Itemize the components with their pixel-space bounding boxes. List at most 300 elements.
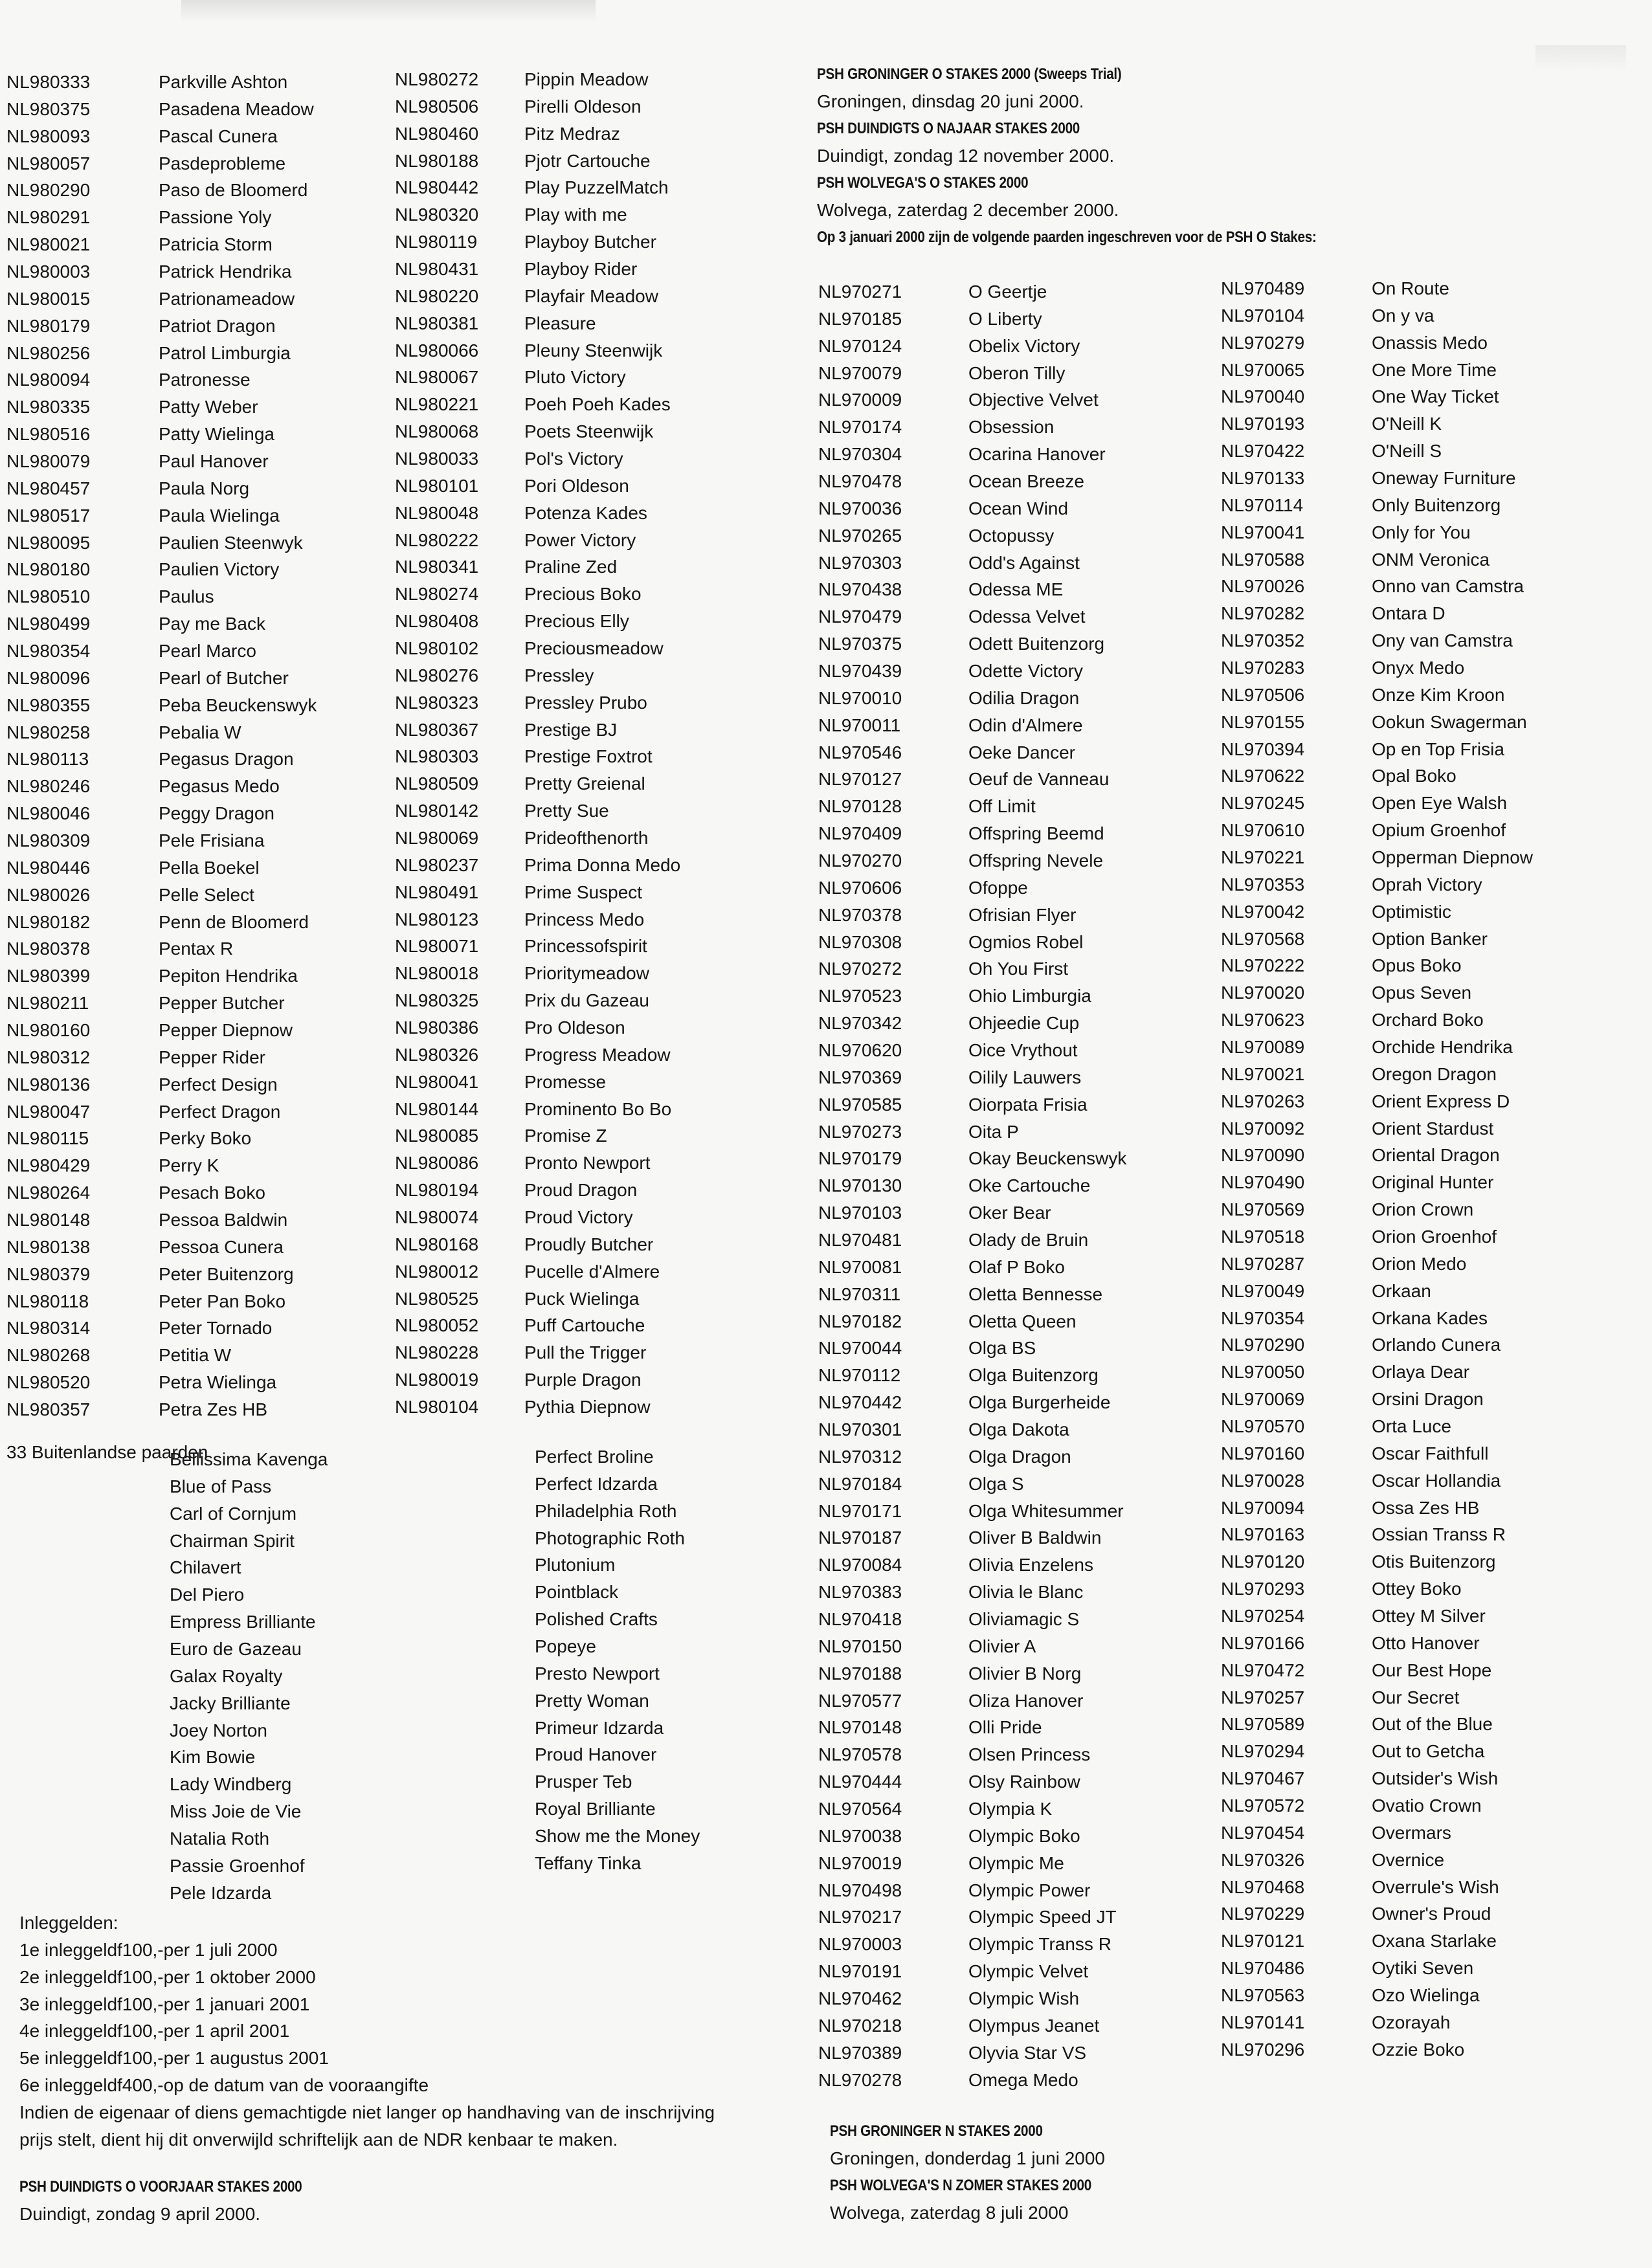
entry-row: [395, 825, 680, 852]
entry-row: [1221, 465, 1533, 492]
registration-number: NL980516: [6, 424, 91, 445]
horse-name: Pluto Victory: [524, 367, 626, 388]
horse-name: Pronto Newport: [524, 1153, 651, 1173]
horse-name: Out to Getcha: [1372, 1741, 1485, 1762]
entry-row: [6, 1342, 317, 1369]
entry-row: [818, 1416, 1126, 1443]
entry-row: [818, 1443, 1126, 1471]
entry-row: [395, 1258, 680, 1285]
horse-name: Open Eye Walsh: [1372, 793, 1508, 814]
entry-row: [818, 658, 1126, 685]
foreign-horse-name: Presto Newport: [535, 1663, 660, 1684]
entry-row: [6, 583, 317, 610]
horse-name: Odilia Dragon: [968, 687, 1080, 708]
foreign-horse-name: Plutonium: [535, 1555, 616, 1575]
foreign-horse-name: Chairman Spirit: [170, 1530, 295, 1551]
horse-name: Prominento Bo Bo: [524, 1098, 672, 1119]
entry-row: [1221, 492, 1533, 519]
foreign-horse-name: Carl of Cornjum: [170, 1503, 297, 1524]
inleggeld-line: 4e inleggeldf100,-per 1 april 2001: [19, 2021, 290, 2041]
horse-name: Patricia Storm: [159, 234, 273, 255]
registration-number: NL970271: [818, 281, 902, 302]
horse-name: Pippin Meadow: [524, 69, 649, 89]
horse-name: Olga Dakota: [968, 1419, 1069, 1440]
registration-number: NL980442: [395, 177, 479, 198]
registration-number: NL980335: [6, 397, 91, 417]
entry-row: [1221, 1603, 1533, 1630]
registration-number: NL970479: [818, 606, 902, 627]
registration-number: NL980323: [395, 692, 479, 713]
registration-number: NL980179: [6, 315, 91, 336]
registration-number: NL970010: [818, 687, 902, 708]
entry-row: [818, 983, 1126, 1010]
registration-number: NL980118: [6, 1291, 89, 1311]
registration-number: NL970036: [818, 498, 902, 518]
registration-number: NL970026: [1221, 576, 1305, 597]
entry-row: [6, 1044, 317, 1071]
registration-number: NL970094: [1221, 1497, 1305, 1518]
foreign-horse-name: Joey Norton: [170, 1720, 267, 1740]
entry-row: [395, 1204, 680, 1231]
registration-number: NL980309: [6, 830, 91, 850]
registration-number: NL970606: [818, 877, 902, 898]
entry-row: [395, 987, 680, 1014]
registration-number: NL970394: [1221, 739, 1305, 759]
registration-number: NL980069: [395, 827, 479, 848]
registration-number: NL970133: [1221, 467, 1305, 488]
entry-row: [1221, 627, 1533, 654]
horse-name: Olsy Rainbow: [968, 1772, 1080, 1792]
horse-name: Pepper Butcher: [159, 993, 285, 1014]
entry-row: [1221, 1223, 1533, 1251]
registration-number: NL980046: [6, 803, 91, 824]
registration-number: NL980015: [6, 288, 91, 309]
horse-name: Patty Wielinga: [159, 424, 274, 445]
horse-name: Ohio Limburgia: [968, 986, 1091, 1006]
entries-column-2: [395, 66, 680, 1421]
horse-name: Oscar Hollandia: [1372, 1470, 1501, 1491]
horse-name: Overnice: [1372, 1849, 1445, 1870]
entry-row: [6, 1369, 317, 1396]
entry-row: [818, 1362, 1126, 1389]
horse-name: Petitia W: [159, 1345, 232, 1366]
entry-row: [1221, 1575, 1533, 1603]
registration-number: NL970163: [1221, 1524, 1305, 1545]
entry-row: [818, 468, 1126, 495]
entry-row: [6, 909, 317, 936]
entry-row: [1221, 871, 1533, 898]
entry-row: [6, 421, 317, 448]
registration-number: NL980381: [395, 313, 479, 333]
registration-number: NL970104: [1221, 305, 1305, 326]
entry-row: [6, 854, 317, 882]
horse-name: Patty Weber: [159, 397, 258, 417]
entry-row: [1221, 546, 1533, 573]
entry-row: [395, 1096, 680, 1123]
horse-name: Pasdeprobleme: [159, 153, 286, 173]
horse-name: Ovatio Crown: [1372, 1796, 1482, 1816]
horse-name: Odessa Velvet: [968, 606, 1086, 627]
entry-row: [395, 228, 680, 256]
horse-name: Parkville Ashton: [159, 71, 288, 92]
foreign-horse-name: Show me the Money: [535, 1826, 700, 1847]
duindigt-voorjaar-block: [19, 2174, 348, 2228]
registration-number: NL980506: [395, 96, 479, 117]
entry-row: [1221, 1819, 1533, 1847]
horse-name: Odessa ME: [968, 579, 1064, 600]
horse-name: Patriot Dragon: [159, 315, 276, 336]
entry-row: [1221, 1088, 1533, 1115]
registration-number: NL980142: [395, 801, 479, 821]
race-date: Duindigt, zondag 9 april 2000.: [19, 2204, 261, 2224]
registration-number: NL980018: [395, 963, 479, 984]
entry-row: [818, 1741, 1126, 1768]
registration-number: NL970283: [1221, 657, 1305, 678]
registration-number: NL970166: [1221, 1632, 1305, 1653]
horse-name: Passione Yoly: [159, 207, 272, 228]
registration-number: NL970279: [1221, 332, 1305, 353]
registration-number: NL970312: [818, 1446, 902, 1467]
registration-number: NL970112: [818, 1365, 901, 1386]
entry-row: [395, 201, 680, 228]
registration-number: NL970570: [1221, 1416, 1305, 1437]
horse-name: Otis Buitenzorg: [1372, 1551, 1496, 1572]
horse-name: Ontara D: [1372, 603, 1446, 624]
horse-name: Precious Elly: [524, 611, 629, 632]
horse-name: Petra Wielinga: [159, 1372, 277, 1393]
horse-name: Orlando Cunera: [1372, 1335, 1501, 1355]
entry-row: [395, 1177, 680, 1204]
horse-name: Omega Medo: [968, 2069, 1078, 2090]
entry-row: [1221, 1061, 1533, 1088]
horse-name: Oice Vrythout: [968, 1040, 1078, 1060]
entry-row: [6, 773, 317, 800]
entry-row: [1221, 383, 1533, 410]
entry-row: [1221, 1196, 1533, 1223]
horse-name: Pesach Boko: [159, 1183, 265, 1203]
entry-row: [395, 879, 680, 906]
horse-name: Olympic Me: [968, 1852, 1064, 1873]
horse-name: Olivier A: [968, 1636, 1036, 1656]
foreign-horse-name: Popeye: [535, 1636, 596, 1657]
horse-name: One More Time: [1372, 359, 1497, 380]
registration-number: NL970294: [1221, 1741, 1305, 1762]
registration-number: NL970065: [1221, 359, 1305, 380]
entry-row: [6, 665, 317, 692]
registration-number: NL980021: [6, 234, 91, 255]
entry-row: [6, 1017, 317, 1044]
entry-row: [1221, 1711, 1533, 1739]
entry-row: [1221, 1034, 1533, 1061]
entry-row: [395, 283, 680, 310]
horse-name: Octopussy: [968, 525, 1055, 546]
registration-number: NL970278: [818, 2069, 902, 2090]
inleggelden-block: [19, 1909, 715, 2153]
horse-name: Precious Boko: [524, 584, 642, 605]
horse-name: Oprah Victory: [1372, 874, 1482, 895]
registration-number: NL970021: [1221, 1063, 1305, 1084]
registration-number: NL980138: [6, 1236, 91, 1257]
entry-row: [818, 793, 1126, 820]
horse-name: Owner's Proud: [1372, 1904, 1491, 1924]
foreign-horse-name: Passie Groenhof: [170, 1855, 305, 1876]
registration-number: NL970546: [818, 742, 902, 762]
entry-row: [6, 827, 317, 854]
horse-name: Outsider's Wish: [1372, 1768, 1499, 1789]
registration-number: NL970160: [1221, 1443, 1305, 1463]
registration-number: NL970352: [1221, 630, 1305, 651]
entry-row: [395, 1285, 680, 1313]
registration-number: NL970490: [1221, 1172, 1305, 1193]
horse-name: Olsen Princess: [968, 1744, 1091, 1765]
foreign-list-1: [170, 1446, 328, 1907]
registration-number: NL980517: [6, 505, 91, 526]
horse-name: Prioritymeadow: [524, 963, 649, 984]
entry-row: [395, 553, 680, 581]
entry-row: [6, 231, 317, 258]
entry-row: [818, 766, 1126, 793]
registration-number: NL970301: [818, 1419, 902, 1440]
registration-number: NL980290: [6, 180, 91, 201]
entry-row: [6, 1098, 317, 1126]
registration-number: NL970293: [1221, 1579, 1305, 1599]
entry-row: [395, 364, 680, 391]
horse-name: Pretty Sue: [524, 801, 609, 821]
entry-row: [395, 797, 680, 825]
registration-number: NL970311: [818, 1284, 901, 1304]
registration-number: NL970187: [818, 1528, 902, 1548]
foreign-horse-name: Del Piero: [170, 1584, 245, 1605]
registration-number: NL970489: [1221, 278, 1305, 298]
horse-name: Pentax R: [159, 939, 234, 959]
registration-number: NL980303: [395, 746, 479, 767]
horse-name: Ofrisian Flyer: [968, 904, 1077, 925]
entry-row: [395, 337, 680, 364]
horse-name: Pepper Diepnow: [159, 1020, 293, 1040]
registration-number: NL980399: [6, 966, 91, 986]
entry-row: [818, 1985, 1126, 2012]
registration-number: NL970572: [1221, 1796, 1305, 1816]
horse-name: Oregon Dragon: [1372, 1063, 1497, 1084]
entry-row: [1221, 736, 1533, 763]
horse-name: Paulus: [159, 586, 214, 607]
registration-number: NL980274: [395, 584, 479, 605]
entry-row: [818, 1660, 1126, 1687]
entry-row: [818, 902, 1126, 929]
registration-number: NL980048: [395, 502, 479, 523]
entry-row: [1221, 1928, 1533, 1955]
horse-name: One Way Ticket: [1372, 386, 1499, 407]
registration-number: NL980378: [6, 939, 91, 959]
entry-row: [818, 630, 1126, 658]
horse-name: Play PuzzelMatch: [524, 177, 669, 198]
registration-number: NL970041: [1221, 522, 1305, 542]
entry-row: [6, 340, 317, 367]
registration-number: NL970270: [818, 850, 902, 871]
registration-number: NL970272: [818, 959, 902, 979]
entry-row: [818, 1064, 1126, 1091]
race-date: Wolvega, zaterdag 2 december 2000.: [817, 200, 1119, 220]
horse-name: Oxana Starlake: [1372, 1931, 1497, 1951]
entry-row: [818, 1118, 1126, 1146]
entry-row: [6, 692, 317, 719]
horse-name: Playfair Meadow: [524, 285, 658, 306]
horse-name: Pessoa Baldwin: [159, 1210, 288, 1230]
registration-number: NL970472: [1221, 1660, 1305, 1680]
horse-name: Oita P: [968, 1121, 1019, 1142]
horse-name: Olympic Speed JT: [968, 1907, 1117, 1928]
inleggeld-line: 3e inleggeldf100,-per 1 januari 2001: [19, 1994, 310, 2014]
entry-row: [818, 333, 1126, 360]
entry-row: [1221, 1630, 1533, 1657]
registration-number: NL980182: [6, 911, 91, 932]
entry-row: [395, 933, 680, 961]
inleggeld-note: Indien de eigenaar of diens gemachtigde niet langer op handhaving van de inschrijving: [19, 2102, 715, 2123]
foreign-horse-name: Galax Royalty: [170, 1665, 283, 1686]
registration-number: NL980067: [395, 367, 479, 388]
race-title: PSH DUINDIGTS O VOORJAAR STAKES 2000: [19, 2178, 302, 2196]
registration-number: NL970188: [818, 1663, 902, 1684]
horse-name: Proud Victory: [524, 1207, 633, 1228]
horse-name: Paulien Victory: [159, 559, 280, 580]
registration-number: NL970290: [1221, 1335, 1305, 1355]
entry-row: [6, 366, 317, 394]
horse-name: Orion Groenhof: [1372, 1227, 1497, 1247]
registration-number: NL970130: [818, 1175, 902, 1196]
horse-name: Preciousmeadow: [524, 638, 664, 658]
horse-name: Olivier B Norg: [968, 1663, 1082, 1684]
entry-row: [1221, 329, 1533, 357]
registration-number: NL970589: [1221, 1714, 1305, 1735]
entry-row: [818, 1687, 1126, 1715]
entries-column-3: [818, 278, 1126, 2094]
entry-row: [1221, 1278, 1533, 1305]
registration-number: NL970084: [818, 1555, 902, 1575]
horse-name: Pepper Rider: [159, 1047, 265, 1067]
registration-number: NL970375: [818, 634, 902, 654]
horse-name: Peggy Dragon: [159, 803, 275, 824]
entry-row: [395, 581, 680, 608]
registration-number: NL980221: [395, 394, 479, 415]
registration-number: NL970182: [818, 1311, 902, 1331]
horse-name: Pol's Victory: [524, 448, 623, 469]
horse-name: Penn de Bloomerd: [159, 911, 309, 932]
entry-row: [1221, 926, 1533, 953]
entry-row: [6, 800, 317, 827]
horse-name: Pascal Cunera: [159, 126, 278, 146]
entry-row: [6, 502, 317, 529]
registration-number: NL980079: [6, 450, 91, 471]
horse-name: Pull the Trigger: [524, 1342, 647, 1363]
horse-name: Opus Seven: [1372, 983, 1472, 1003]
registration-number: NL970308: [818, 931, 902, 952]
entry-row: [1221, 1332, 1533, 1359]
registration-number: NL980052: [395, 1315, 479, 1336]
registration-number: NL980520: [6, 1372, 91, 1393]
entry-row: [6, 610, 317, 638]
horse-name: Our Best Hope: [1372, 1660, 1492, 1680]
entries-column-1: [6, 69, 317, 1423]
entry-row: [6, 1206, 317, 1234]
registration-number: NL970184: [818, 1473, 902, 1494]
entry-row: [818, 955, 1126, 983]
registration-number: NL980019: [395, 1370, 479, 1390]
entry-row: [818, 1715, 1126, 1742]
registration-number: NL970486: [1221, 1958, 1305, 1979]
horse-name: Pressley: [524, 665, 594, 685]
horse-name: Olga Dragon: [968, 1446, 1071, 1467]
horse-name: Ossian Transs R: [1372, 1524, 1506, 1545]
registration-number: NL970120: [1221, 1551, 1305, 1572]
horse-name: Opal Boko: [1372, 766, 1457, 786]
inleggeld-line: 2e inleggeldf100,-per 1 oktober 2000: [19, 1966, 316, 1987]
entry-row: [6, 150, 317, 177]
registration-number: NL970518: [1221, 1227, 1305, 1247]
entry-row: [1221, 519, 1533, 546]
registration-number: NL980312: [6, 1047, 91, 1067]
foreign-horse-name: Perfect Broline: [535, 1447, 654, 1467]
entry-row: [395, 770, 680, 797]
registration-number: NL980375: [6, 98, 91, 119]
registration-number: NL980272: [395, 69, 479, 89]
entry-row: [818, 929, 1126, 956]
entry-row: [395, 1339, 680, 1366]
entry-row: [1221, 410, 1533, 438]
horse-name: Oeuf de Vanneau: [968, 769, 1110, 790]
entry-row: [395, 256, 680, 283]
entry-row: [818, 2040, 1126, 2067]
horse-name: Ozorayah: [1372, 2012, 1451, 2032]
registration-number: NL970254: [1221, 1606, 1305, 1627]
registration-number: NL970089: [1221, 1036, 1305, 1057]
horse-name: Pella Boekel: [159, 857, 260, 878]
entry-row: [395, 1041, 680, 1069]
horse-name: Paula Wielinga: [159, 505, 280, 526]
horse-name: Peba Beuckenswyk: [159, 695, 317, 715]
horse-name: Olaf P Boko: [968, 1256, 1065, 1277]
horse-name: Olivia Enzelens: [968, 1555, 1093, 1575]
race-date: Groningen, dinsdag 20 juni 2000.: [817, 91, 1084, 111]
registration-number: NL980194: [395, 1180, 479, 1201]
entry-row: [395, 662, 680, 689]
registration-number: NL970304: [818, 444, 902, 465]
horse-name: Oytiki Seven: [1372, 1958, 1474, 1979]
horse-name: Paulien Steenwyk: [159, 532, 303, 553]
horse-name: Oscar Faithfull: [1372, 1443, 1489, 1463]
entry-row: [818, 1904, 1126, 1931]
registration-number: NL970020: [1221, 983, 1305, 1003]
entry-row: [6, 475, 317, 502]
horse-name: Play with me: [524, 205, 627, 225]
registration-number: NL970092: [1221, 1118, 1305, 1139]
horse-name: Orsini Dragon: [1372, 1389, 1484, 1410]
foreign-horse-name: Prusper Teb: [535, 1772, 632, 1792]
horse-name: Prix du Gazeau: [524, 990, 649, 1011]
scan-artifact-top: [181, 0, 596, 22]
horse-name: Prestige BJ: [524, 719, 618, 740]
horse-name: Onze Kim Kroon: [1372, 684, 1505, 705]
horse-name: Proud Dragon: [524, 1180, 638, 1201]
registration-number: NL970353: [1221, 874, 1305, 895]
horse-name: Prima Donna Medo: [524, 854, 681, 875]
registration-number: NL980429: [6, 1155, 91, 1176]
horse-name: Oker Bear: [968, 1203, 1051, 1223]
horse-name: Odett Buitenzorg: [968, 634, 1105, 654]
entry-row: [395, 445, 680, 472]
foreign-horse-name: Pretty Woman: [535, 1690, 649, 1711]
registration-number: NL970079: [818, 362, 902, 383]
registration-number: NL970303: [818, 552, 902, 573]
